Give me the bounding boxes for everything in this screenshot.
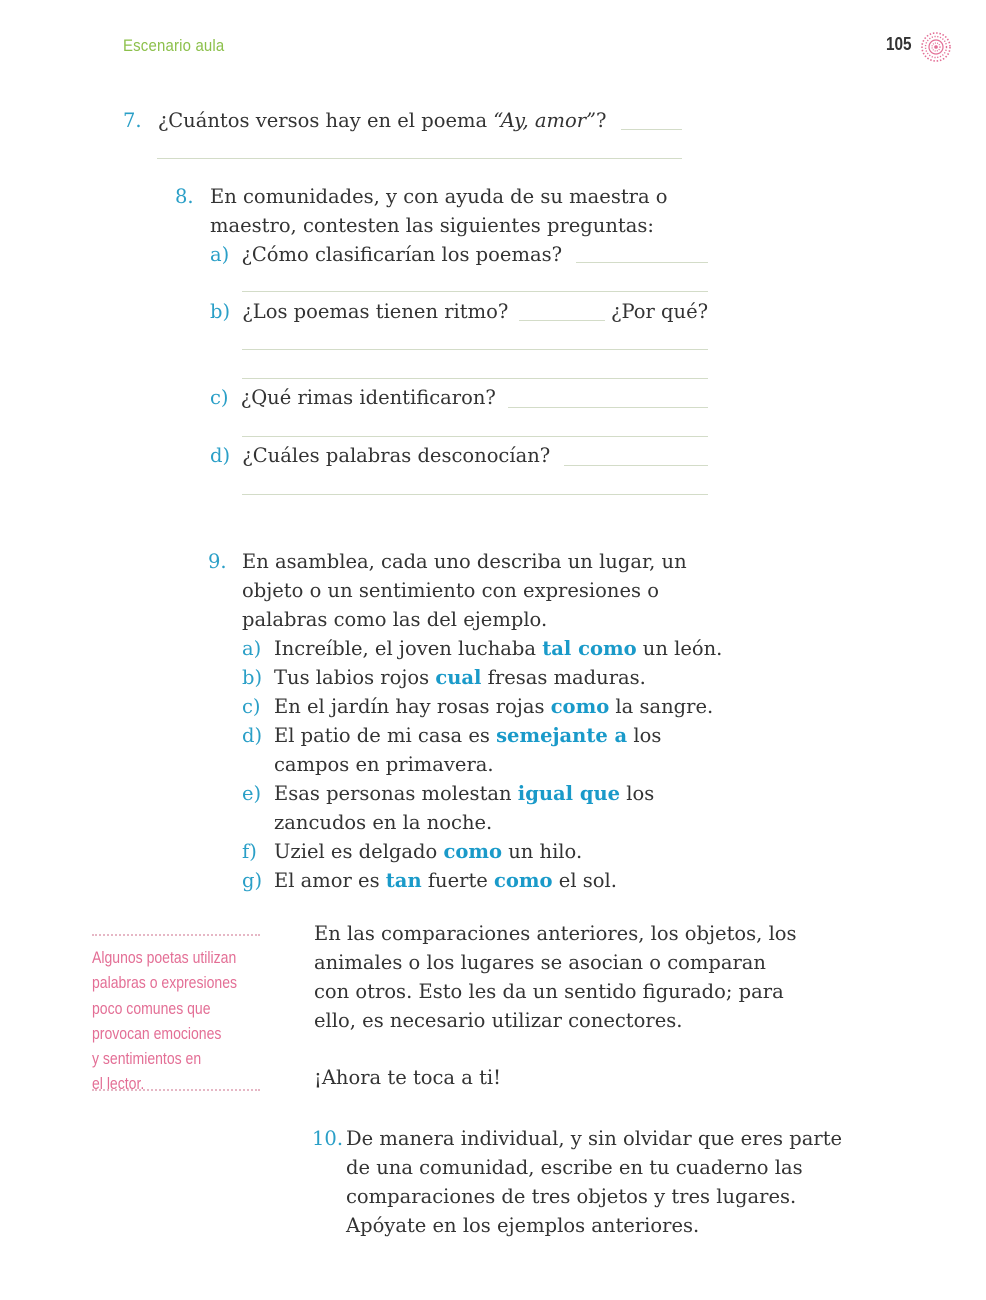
answer-line[interactable] [576, 262, 708, 263]
example-text: los [627, 724, 662, 747]
example-text: El patio de mi casa es [274, 724, 497, 747]
question-number: 10. [312, 1127, 344, 1150]
example-text: los [620, 782, 655, 805]
example-text: Uziel es delgado [274, 840, 444, 863]
text-line: ello, es necesario utilizar conectores. [314, 1009, 683, 1032]
question-9 [208, 547, 227, 576]
example-text: Increíble, el joven luchaba [274, 637, 543, 660]
answer-line[interactable] [564, 465, 708, 466]
item-text: ¿Los poemas tienen ritmo? [242, 300, 509, 323]
question-8-text [210, 182, 668, 240]
mandala-icon [920, 31, 952, 63]
example-text: fresas maduras. [481, 666, 646, 689]
text-line: En asamblea, cada uno describa un lugar, un [242, 550, 687, 573]
poem-title: “Ay, amor” [493, 109, 597, 132]
section-title: Escenario aula [123, 36, 225, 55]
example-text: un hilo. [502, 840, 583, 863]
example-item [242, 837, 722, 866]
item-text: ¿Cómo clasificarían los poemas? [241, 243, 563, 266]
item-letter: b) [210, 300, 231, 323]
answer-line[interactable] [508, 407, 708, 408]
question-7 [123, 106, 606, 135]
example-item [242, 721, 722, 750]
text-line: Apóyate en los ejemplos anteriores. [346, 1214, 700, 1237]
question-8c [210, 383, 496, 412]
text-line: animales o los lugares se asocian o comparan [314, 951, 766, 974]
text-line: con otros. Esto les da un sentido figurado; para [314, 980, 784, 1003]
example-text: Esas personas molestan [274, 782, 518, 805]
side-note-line: palabras o expresiones [92, 974, 238, 993]
example-item-continuation: zancudos en la noche. [274, 811, 493, 834]
example-text: fuerte [421, 869, 495, 892]
question-8a [210, 240, 562, 269]
question-9-text [242, 547, 687, 634]
question-number: 8. [175, 185, 194, 208]
question-10-text [346, 1124, 842, 1240]
side-note [92, 934, 260, 1094]
connector: igual que [517, 782, 621, 805]
answer-line[interactable] [242, 349, 708, 350]
question-number: 7. [123, 109, 142, 132]
question-8d [210, 441, 550, 470]
side-note-line: Algunos poetas utilizan [92, 949, 237, 967]
example-text: En el jardín hay rosas rojas [274, 695, 551, 718]
item-letter: d) [242, 724, 263, 747]
answer-line[interactable] [242, 494, 708, 495]
example-item [242, 779, 722, 808]
answer-line[interactable] [519, 320, 605, 321]
example-item [242, 634, 722, 663]
connector: tan [385, 869, 422, 892]
connector: como [494, 869, 553, 892]
activity-prompt: ¡Ahora te toca a ti! [314, 1066, 501, 1089]
example-text: la sangre. [609, 695, 714, 718]
example-text: Tus labios rojos [274, 666, 436, 689]
item-text-why: ¿Por qué? [611, 300, 709, 323]
example-list [242, 634, 722, 895]
item-letter: g) [242, 869, 263, 892]
answer-line[interactable] [242, 436, 708, 437]
page-number: 105 [886, 34, 912, 54]
answer-line[interactable] [242, 378, 708, 379]
question-8b [210, 297, 508, 326]
example-item [242, 866, 722, 895]
text-line: En las comparaciones anteriores, los objetos, los [314, 922, 797, 945]
item-letter: e) [242, 782, 262, 805]
side-note-line: provocan emociones [92, 1024, 222, 1043]
example-text: El amor es [274, 869, 386, 892]
example-item [242, 663, 722, 692]
item-letter: b) [242, 666, 263, 689]
item-text: ¿Cuáles palabras desconocían? [242, 444, 551, 467]
item-letter: f) [242, 840, 257, 863]
answer-line[interactable] [242, 291, 708, 292]
text-line: comparaciones de tres objetos y tres lugares. [346, 1185, 797, 1208]
item-text: ¿Qué rimas identificaron? [240, 386, 496, 409]
side-note-line: el lector. [92, 1075, 145, 1094]
text-line: maestro, contesten las siguientes preguntas: [210, 214, 654, 237]
text-line: palabras como las del ejemplo. [242, 608, 548, 631]
side-note-line: poco comunes que [92, 999, 211, 1018]
question-10 [312, 1124, 343, 1153]
side-note-line: y sentimientos en [92, 1050, 202, 1069]
item-letter: a) [242, 637, 262, 660]
question-8 [175, 182, 194, 211]
text-line: De manera individual, y sin olvidar que eres parte [346, 1127, 843, 1150]
question-text: ¿Cuántos versos hay en el poema [157, 109, 494, 132]
question-number: 9. [208, 550, 227, 573]
item-letter: d) [210, 444, 231, 467]
item-letter: c) [210, 386, 229, 409]
connector: tal como [542, 637, 637, 660]
text-line: objeto o un sentimiento con expresiones o [242, 579, 659, 602]
connector: cual [435, 666, 482, 689]
text-line: de una comunidad, escribe en tu cuaderno las [346, 1156, 803, 1179]
example-item-continuation: campos en primavera. [274, 753, 494, 776]
side-note-text [92, 946, 238, 1098]
text-line: En comunidades, y con ayuda de su maestra o [210, 185, 668, 208]
answer-line[interactable] [157, 158, 682, 159]
example-item [242, 692, 722, 721]
answer-line[interactable] [621, 129, 682, 130]
question-text-end: ? [596, 109, 607, 132]
example-text: el sol. [552, 869, 617, 892]
connector: semejante a [496, 724, 628, 747]
item-letter: a) [210, 243, 230, 266]
example-text: un león. [636, 637, 723, 660]
connector: como [443, 840, 502, 863]
connector: como [550, 695, 610, 718]
item-letter: c) [242, 695, 261, 718]
explanation-paragraph [314, 919, 797, 1035]
